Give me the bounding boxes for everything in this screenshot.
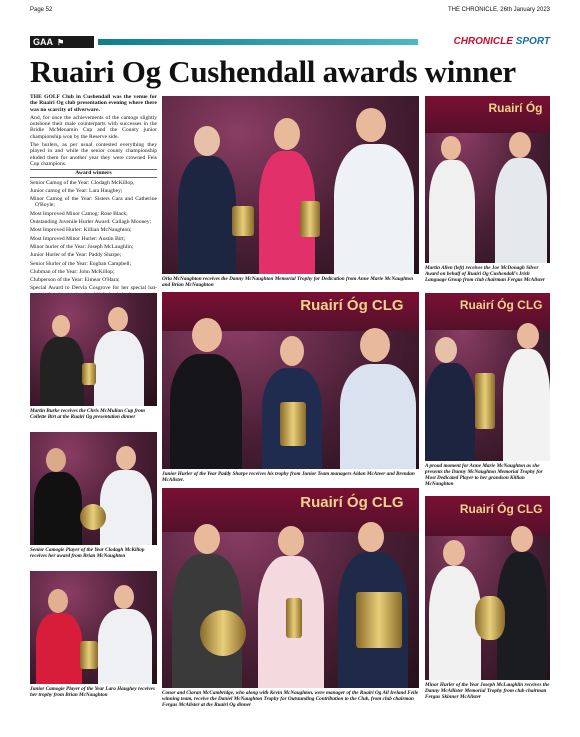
photo-award-presentation (30, 432, 157, 545)
award-item: Most Improved Minor Hurler: Austin Birt; (30, 235, 126, 242)
award-item: Minor Camog of the Year: Sisters Cara and Catherine O'Boyle; (30, 196, 157, 209)
award-item: Most Improved Hurler: Killian McNaughton; (30, 227, 132, 234)
award-item: Most Improved Minor Camog: Rose Black; (30, 210, 128, 217)
photo-caption: Martin Burke receives the Chris McMullan Cup from Collette Birt at the Ruairi Og presentation dinner (30, 408, 145, 420)
banner-text: Ruairí Óg CLG (300, 494, 404, 511)
photo-caption: Minor Hurler of the Year Joseph McLaughlin receives the Danny McAllister Memorial Trophy from club chairman Fergus Skinner McAlister (425, 682, 550, 700)
award-item: Special Award to Dervla Cosgrove for her special hat- (30, 285, 157, 292)
award-item: Minor hurler of the Year: Joseph McLaughlin; (30, 243, 134, 250)
paper-dateline: THE CHRONICLE, 26th January 2023 (447, 7, 550, 13)
brand-main: CHRONICLE (453, 36, 513, 47)
brand-logo (453, 36, 550, 47)
photo-caption: A proud moment for Anne Marie McNaughton as she presents the Danny McNaughton Memorial Trophy for Most Dedicated Player to her grandson Killian McNaughton (425, 463, 543, 487)
section-tag (30, 36, 94, 48)
award-item: Senior Hurler of the Year: Eoghan Campbell; (30, 260, 132, 267)
article-paragraph: The hurlers, as per usual contested everything they played in and while the senior county championship eluded them for another year they were crowned Feis Cup champions. (30, 142, 157, 167)
photo-award-presentation (425, 96, 550, 263)
photo-award-presentation (30, 571, 157, 684)
banner-text: Ruairí Óg CLG (300, 297, 404, 315)
headline: Ruairi Og Cushendall awards winner (30, 54, 516, 89)
header-bar (98, 39, 418, 45)
photo-caption: Junior Camogie Player of the Year Lara Haughey receives her trophy from Brian McNaughton (30, 686, 155, 698)
article-lead: THE GOLF Club in Cushendall was the venue for the Ruairi Og club presentation evening where there was no scarcity of silverware. (30, 94, 157, 113)
photo-caption: Martin Allen (left) receives the Joe McDonagh Silver Award on behalf of Ruairi Og Cushendall's Irish Language Group from club chairman Fergus McAlister (425, 265, 545, 283)
photo-award-presentation (162, 488, 419, 688)
photo-award-presentation (162, 96, 419, 274)
photo-caption: Orla McNaughton receives the Danny McNaughton Memorial Trophy for Dedication from Anne Marie McNaughton and Brian McNaughton (162, 276, 414, 288)
award-item: Junior Hurler of the Year: Paddy Sharpe; (30, 252, 122, 259)
section-tag-label: GAA (33, 37, 53, 47)
photo-award-presentation (425, 496, 550, 680)
award-item: Senior Camog of the Year: Clodagh McKillop, (30, 179, 135, 186)
page-number: Page 52 (30, 7, 53, 13)
photo-caption: Conor and Ciaran McCambridge, who along with Kevin McNaughton, were manager of the Ruairi Og All Ireland Feile winning team, receive the Daniel McNaughton Trophy for Outstanding Contribution to the Club, from club chairman Fergus McAlister at the Ruairi Og dinner (162, 690, 419, 708)
banner-text: Ruairí Óg CLG (459, 501, 543, 516)
article (30, 94, 157, 306)
brand-sport: SPORT (515, 36, 550, 47)
awards-title: Award winners (30, 169, 157, 177)
banner-text: Ruairí Óg (488, 101, 543, 115)
award-item: Clubman of the Year: John McKillop; (30, 268, 115, 275)
photo-award-presentation (162, 292, 419, 469)
hurley-icon: ⚑ (57, 37, 65, 47)
award-item: Clubperson of the Year: Eimear O'Hara; (30, 277, 120, 284)
photo-award-presentation (425, 293, 550, 461)
article-paragraph: And, for once the achievements of the camogs slightly outshone their male counterparts with successes in the Bridie McMenamin Cup and the County junior championship won by the Reserve side. (30, 114, 157, 140)
award-item: Junior camog of the Year: Lara Haughey; (30, 187, 123, 194)
photo-caption: Senior Camogie Player of the Year Clodagh McKillop receives her award from Brian McNaughton (30, 547, 145, 559)
award-item: Outstanding Juvenile Hurler Award: Callagh Mooney; (30, 219, 152, 226)
photo-award-presentation (30, 293, 157, 406)
banner-text: Ruairí Óg CLG (459, 298, 543, 313)
photo-caption: Junior Hurler of the Year Paddy Sharpe receives his trophy from Junior Team managers Aidan McAteer and Brendan McAlister. (162, 471, 415, 483)
